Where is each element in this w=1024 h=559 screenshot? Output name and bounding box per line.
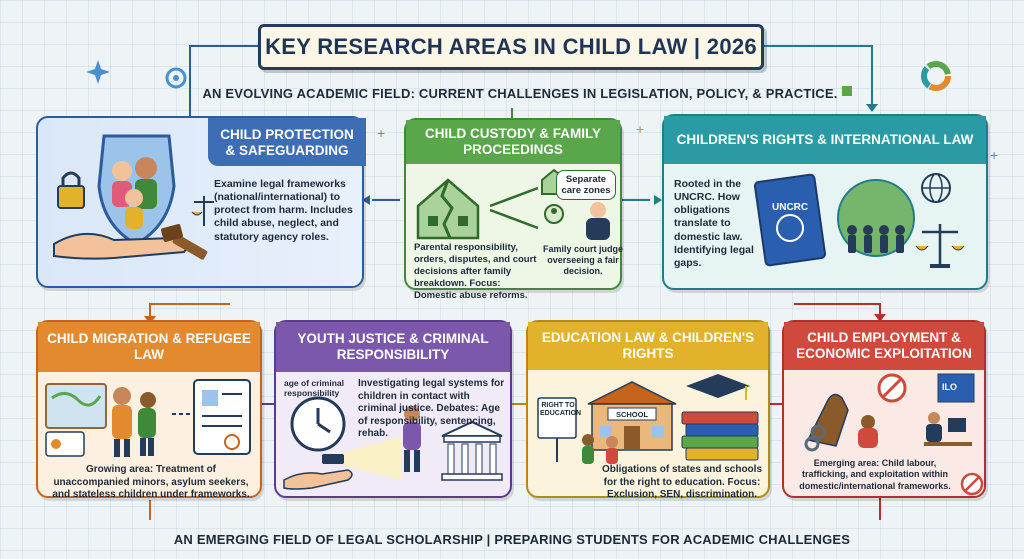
card-description: Emerging area: Child labour, trafficking, and exploitation within domestic/international frameworks. xyxy=(799,458,951,491)
rights-illustration xyxy=(756,168,986,286)
sitting-child-icon xyxy=(858,415,878,448)
judge-caption: Family court judge overseeing a fair decision. xyxy=(542,244,623,276)
card-child-custody xyxy=(404,118,623,301)
card-childrens-rights xyxy=(662,114,988,290)
page-subtitle: AN EVOLVING ACADEMIC FIELD: CURRENT CHALLENGES IN LEGISLATION, POLICY, & PRACTICE. xyxy=(202,86,838,101)
card-description: Examine legal frameworks (national/international) to protect from harm. Includes child abuse, neglect, and statutory agency roles. xyxy=(214,178,353,243)
card-title: CHILD CUSTODY & FAMILY PROCEEDINGS xyxy=(406,120,620,164)
no-sign-icon xyxy=(879,375,905,401)
clock-caption: age of criminal responsibility xyxy=(284,378,344,399)
map-icon xyxy=(46,384,106,428)
card-description: Growing area: Treatment of unaccompanied minors, asylum seekers, and stateless children under frameworks. xyxy=(52,464,250,500)
book-label: UNCRC xyxy=(772,202,809,213)
card-title: CHILD EMPLOYMENT & ECONOMIC EXPLOITATION xyxy=(784,322,984,370)
chained-hand-icon xyxy=(806,394,848,450)
card-description: Rooted in the UNCRC. How obligations translate to domestic law. Identifying legal gaps. xyxy=(674,178,754,269)
protection-illustration xyxy=(44,126,214,286)
sign-text: RIGHT TO EDUCATION xyxy=(540,402,582,418)
arrows-icon xyxy=(490,188,538,228)
judge-icon xyxy=(586,202,610,240)
plus-icon: + xyxy=(636,121,645,137)
globe-outline-icon xyxy=(922,174,950,202)
page-title: KEY RESEARCH AREAS IN CHILD LAW | 2026 xyxy=(265,34,757,59)
card-description: Obligations of states and schools for the right to education. Focus: Exclusion, SEN, discrimination. xyxy=(601,464,763,500)
plus-icon: + xyxy=(377,125,386,141)
broken-house-icon xyxy=(418,180,478,238)
books-stack-icon xyxy=(682,412,758,460)
card-description: Investigating legal systems for children in contact with criminal justice. Debates: Age of responsibility, sentencing, rehab. xyxy=(358,378,505,439)
scales-icon xyxy=(192,196,214,226)
ilo-text: ILO xyxy=(942,382,957,392)
school-sign-text: SCHOOL xyxy=(615,410,649,419)
gear-icon xyxy=(167,69,185,87)
migrant-children-icon xyxy=(112,387,156,457)
bubble-text: Separate care zones xyxy=(561,174,611,197)
scales-icon xyxy=(916,224,964,268)
card-title: EDUCATION LAW & CHILDREN'S RIGHTS xyxy=(528,322,768,370)
sparkle-icon xyxy=(86,60,110,84)
no-sign-icon xyxy=(960,472,984,496)
card-child-protection xyxy=(36,116,364,288)
document-icon xyxy=(194,380,250,454)
card-child-employment xyxy=(782,320,986,498)
clock-icon xyxy=(292,398,344,450)
worker-at-desk-icon xyxy=(924,412,972,446)
migration-illustration xyxy=(42,374,260,462)
speech-bubble xyxy=(556,170,616,200)
square-icon xyxy=(842,86,852,96)
uncrc-book-icon xyxy=(754,174,825,266)
page-footer: AN EMERGING FIELD OF LEGAL SCHOLARSHIP | PREPARING STUDENTS FOR ACADEMIC CHALLENGES xyxy=(173,532,851,547)
card-youth-justice xyxy=(274,320,512,498)
card-description: Parental responsibility, orders, disputes, and court decisions after family breakdown. Focus: Domestic abuse reforms. xyxy=(414,242,537,301)
plus-icon: + xyxy=(990,147,999,163)
card-title: CHILDREN'S RIGHTS & INTERNATIONAL LAW xyxy=(664,116,986,164)
card-child-migration xyxy=(36,320,262,498)
title-banner xyxy=(258,24,764,70)
id-card-icon xyxy=(46,432,84,456)
card-title: CHILD MIGRATION & REFUGEE LAW xyxy=(38,322,260,372)
card-title: CHILD PROTECTION & SAFEGUARDING xyxy=(220,126,354,158)
graduation-cap-icon xyxy=(686,374,750,400)
card-title: YOUTH JUSTICE & CRIMINAL RESPONSIBILITY xyxy=(276,322,510,372)
child-icon xyxy=(545,205,563,223)
card-education-law xyxy=(526,320,770,498)
donut-chart-icon xyxy=(924,64,948,88)
padlock-icon xyxy=(58,173,84,208)
